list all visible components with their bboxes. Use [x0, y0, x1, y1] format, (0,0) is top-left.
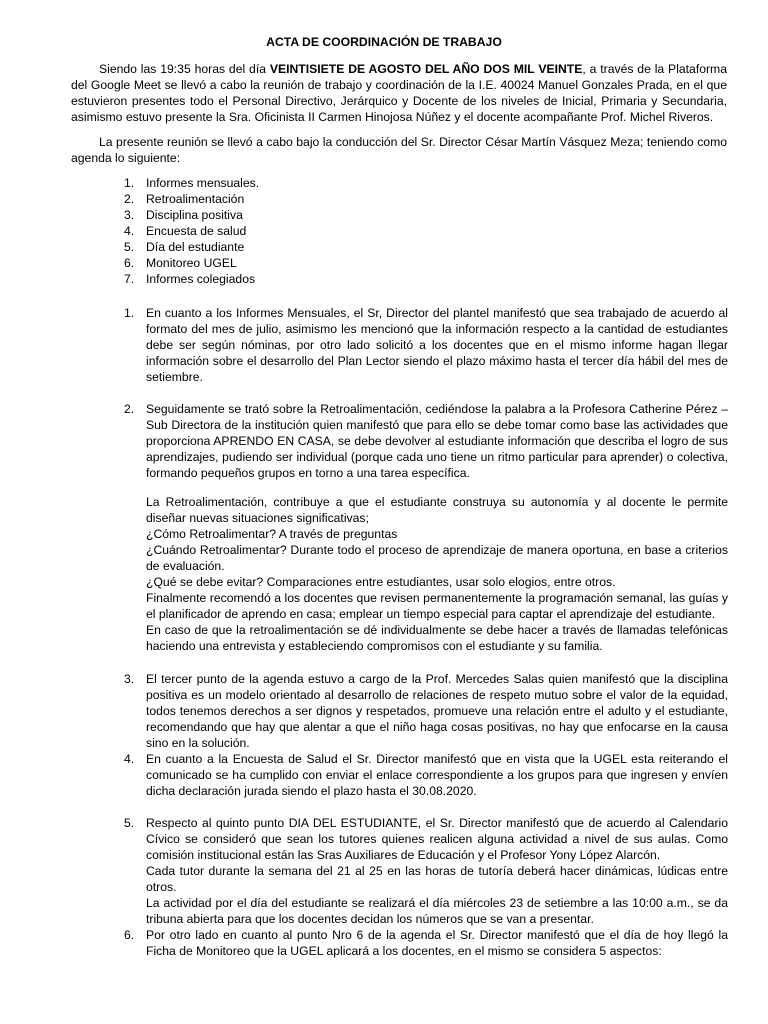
agenda-item-number: 1.	[124, 176, 135, 190]
section-5	[124, 815, 728, 927]
agenda-item-number: 6.	[124, 256, 135, 270]
section-number: 4.	[124, 752, 135, 766]
intro-2-text: La presente reunión se llevó a cabo bajo la conducción del Sr. Director César Martín Vásquez Meza; teniendo como agenda lo siguiente:	[71, 135, 727, 165]
section-4-text: En cuanto a la Encuesta de Salud el Sr. Director manifestó que en vista que la UGEL esta reiterando el comunicado se ha cumplido con enviar el enlace correspondiente a los grupos para que ingresen y envíen dicha declaración jurada siendo el plazo hasta el 30.08.2020.	[146, 752, 728, 798]
section-5-tutors: Cada tutor durante la semana del 21 al 25 en las horas de tutoría deberá hacer dinámicas, lúdicas entre otros.	[146, 864, 728, 894]
section-number: 6.	[124, 928, 135, 942]
section-4	[124, 751, 728, 799]
section-2-question-avoid: ¿Qué se debe evitar? Comparaciones entre estudiantes, usar solo elogios, entre otros.	[146, 575, 616, 589]
section-2-recommendation: Finalmente recomendó a los docentes que revisen permanentemente la programación semanal, las guías y el planificador de aprendo en casa; emplear un tiempo especial para captar el aprendizaje del estudiante.	[146, 591, 728, 621]
section-2-details	[146, 494, 728, 654]
intro-1-date: VEINTISIETE DE AGOSTO DEL AÑO DOS MIL VEINTE	[269, 62, 583, 76]
document-title: ACTA DE COORDINACIÓN DE TRABAJO	[266, 35, 502, 49]
agenda-item	[124, 175, 259, 191]
section-2-question-how: ¿Cómo Retroalimentar? A través de preguntas	[146, 527, 398, 541]
agenda-item-label: Encuesta de salud	[146, 224, 247, 238]
agenda-item	[124, 255, 259, 271]
section-2-text: Seguidamente se trató sobre la Retroalimentación, cediéndose la palabra a la Profesora Catherine Pérez – Sub Directora de la institución quien manifestó que para ello se debe tomar como base las actividades que proporciona APRENDO EN CASA, se debe devolver al estudiante información que describa el logro de sus aprendizajes, pudiendo ser individual (porque cada uno tiene un ritmo particular para aprender) o colectiva, formando pequeños grupos en torno a una tarea específica.	[146, 402, 728, 480]
section-2-individual: En caso de que la retroalimentación se dé individualmente se debe hacer a través de llamadas telefónicas haciendo una entrevista y estableciendo compromisos con el estudiante y su familia.	[146, 623, 728, 653]
section-2-question-when: ¿Cuándo Retroalimentar? Durante todo el proceso de aprendizaje de manera oportuna, en base a criterios de evaluación.	[146, 543, 728, 573]
section-2	[124, 401, 728, 481]
section-3	[124, 671, 728, 751]
intro-paragraph-2	[71, 134, 727, 166]
section-number: 1.	[124, 306, 135, 320]
agenda-item-label: Monitoreo UGEL	[146, 256, 237, 270]
section-1	[124, 305, 728, 385]
agenda-item	[124, 271, 259, 287]
agenda-list	[124, 175, 259, 287]
agenda-item	[124, 239, 259, 255]
agenda-item-label: Informes colegiados	[146, 272, 256, 286]
section-5-activity: La actividad por el día del estudiante se realizará el día miércoles 23 de setiembre a las 10:00 a.m., se da tribuna abierta para que los docentes decidan los números que se van a presentar.	[146, 896, 728, 926]
section-6-text: Por otro lado en cuanto al punto Nro 6 de la agenda el Sr. Director manifestó que el día de hoy llegó la Ficha de Monitoreo que la UGEL aplicará a los docentes, en el mismo se considera 5 aspectos:	[146, 928, 728, 958]
agenda-item-number: 4.	[124, 224, 135, 238]
section-number: 2.	[124, 402, 135, 416]
section-5-text: Respecto al quinto punto DIA DEL ESTUDIANTE, el Sr. Director manifestó que de acuerdo al Calendario Cívico se consideró que sean los tutores quienes realicen alguna actividad a nivel de sus aulas. Como comisión institucional están las Sras Auxiliares de Educación y el Profesor Yony López Alarcón.	[146, 816, 728, 862]
agenda-item-label: Día del estudiante	[146, 240, 245, 254]
section-6	[124, 927, 728, 959]
intro-paragraph-1	[71, 61, 727, 125]
section-3-text: El tercer punto de la agenda estuvo a cargo de la Prof. Mercedes Salas quien manifestó que la disciplina positiva es un modelo orientado al desarrollo de relaciones de respeto mutuo sobre el valor de la equidad, todos tenemos derechos a ser dignos y respetados, promueve una relación entre el adulto y el estudiante, recomendando que hay que alentar a que el niño haga cosas positivas, no hay que enfocarse en la causa sino en la solución.	[146, 672, 728, 750]
agenda-item	[124, 207, 259, 223]
agenda-item-number: 2.	[124, 192, 135, 206]
agenda-item-number: 3.	[124, 208, 135, 222]
intro-1-pre: Siendo las 19:35 horas del día	[99, 62, 270, 76]
section-number: 5.	[124, 816, 135, 830]
section-2-paragraph: La Retroalimentación, contribuye a que el estudiante construya su autonomía y al docente le permite diseñar nuevas situaciones significativas;	[146, 495, 728, 525]
agenda-item-label: Disciplina positiva	[146, 208, 243, 222]
agenda-item-number: 5.	[124, 240, 135, 254]
agenda-item-label: Informes mensuales.	[146, 176, 260, 190]
section-number: 3.	[124, 672, 135, 686]
section-1-text: En cuanto a los Informes Mensuales, el Sr, Director del plantel manifestó que sea trabajado de acuerdo al formato del mes de julio, asimismo les mencionó que la información respecto a la cantidad de estudiantes debe ser según nóminas, por otro lado solicitó a los docentes que en el mismo informe hagan llegar información sobre el desarrollo del Plan Lector siendo el plazo máximo hasta el tercer día hábil del mes de setiembre.	[146, 306, 728, 384]
agenda-item	[124, 191, 259, 207]
intro-1-post: , a través de la Plataforma del Google Meet se llevó a cabo la reunión de trabajo y coordinación de la I.E. 40024 Manuel Gonzales Prada, en el que estuvieron presentes todo el Personal Directivo, Jerárquico y Docente de los niveles de Inicial, Primaria y Secundaria, asimismo estuvo presente la Sra. Oficinista II Carmen Hinojosa Núñez y el docente acompañante Prof. Michel Riveros.	[71, 62, 727, 124]
agenda-item-number: 7.	[124, 272, 135, 286]
agenda-item	[124, 223, 259, 239]
agenda-item-label: Retroalimentación	[146, 192, 245, 206]
